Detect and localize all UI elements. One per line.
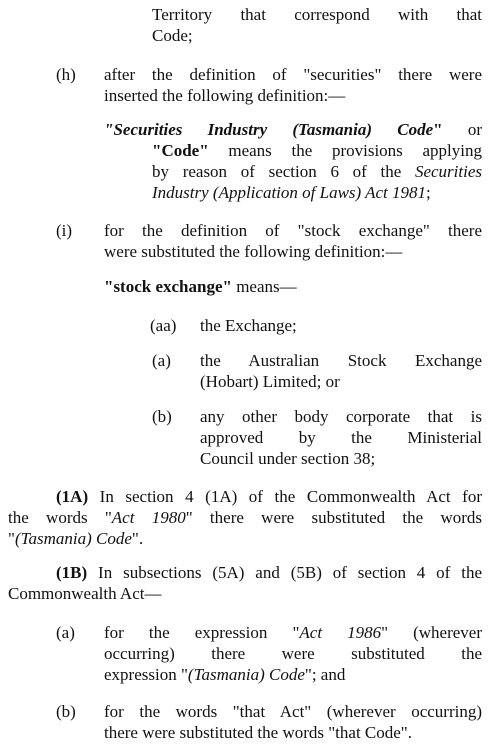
subsection-number: (1A)	[56, 487, 89, 506]
definition-code: "Securities Industry (Tasmania) Code" or	[104, 120, 482, 139]
item-label-1b-a: (a)	[56, 623, 75, 642]
definition-code-body: "Code" means the provisions applying by reason of section 6 of the Securities Industry (Application of Laws) Act 1981;	[152, 141, 482, 202]
defined-term: "stock exchange"	[104, 277, 232, 296]
defined-term: "Securities Industry (Tasmania) Code	[104, 120, 434, 139]
paragraph-1b: (1B) In subsections (5A) and (5B) of section 4 of the Commonwealth Act—	[8, 563, 482, 603]
sub-a-text: the Australian Stock Exchange (Hobart) Limited; or	[200, 351, 482, 391]
paragraph-1a: (1A) In section 4 (1A) of the Commonwealth Act for the words "Act 1980" there were substituted the words "(Tasmania) Code".	[8, 487, 482, 548]
sub-label-b: (b)	[152, 407, 172, 426]
item-1b-a-text: for the expression "Act 1986" (wherever occurring) there were substituted the expression "(Tasmania) Code"; and	[104, 623, 482, 684]
item-label-1b-b: (b)	[56, 702, 76, 721]
item-1b-b-text: for the words "that Act" (wherever occurring) there were substituted the words "that Code".	[104, 702, 482, 742]
sub-b-text: any other body corporate that is approved by the Ministerial Council under section 38;	[200, 407, 482, 468]
sub-aa-text: the Exchange;	[200, 316, 297, 335]
defined-term-short: "Code"	[152, 141, 209, 160]
subsection-number: (1B)	[56, 563, 88, 582]
continued-text: Territory that correspond with that Code;	[152, 5, 482, 45]
item-label-h: (h)	[56, 65, 76, 84]
item-label-i: (i)	[56, 221, 73, 240]
sub-label-a: (a)	[152, 351, 171, 370]
item-h-text: after the definition of "securities" there were inserted the following definition:—	[104, 65, 482, 105]
item-i-text: for the definition of "stock exchange" there were substituted the following definition:—	[104, 221, 482, 261]
definition-stock-exchange: "stock exchange" means—	[104, 277, 297, 296]
sub-label-aa: (aa)	[150, 316, 177, 335]
